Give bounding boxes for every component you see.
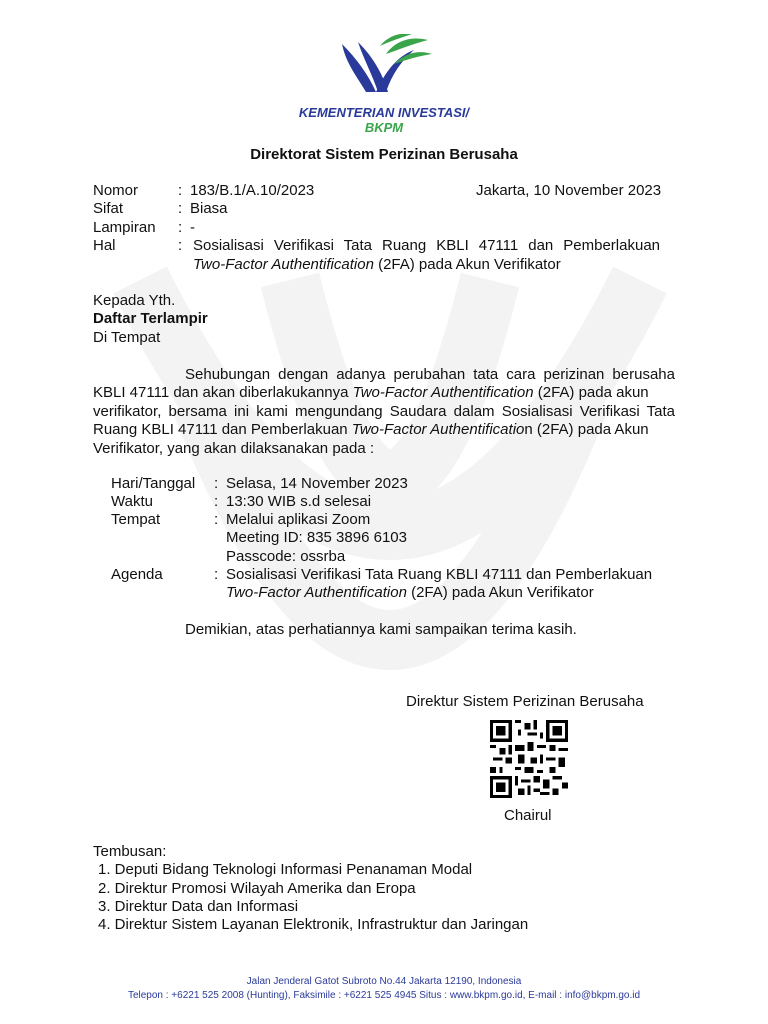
qr-code-icon — [489, 720, 569, 798]
agenda-text-italic: Two-Factor Authentification — [226, 584, 407, 601]
recipient-line2: Daftar Terlampir — [93, 310, 208, 327]
agenda-label: Agenda — [111, 566, 163, 583]
tembusan-item: 2. Direktur Promosi Wilayah Amerika dan Eropa — [98, 880, 416, 897]
footer-contact: Telepon : +6221 525 2008 (Hunting), Faksimile : +6221 525 4945 Situs : www.bkpm.go.id, E-mail : info@bkpm.go.id — [127, 990, 641, 1001]
footer-address: Jalan Jenderal Gatot Subroto No.44 Jakarta 12190, Indonesia — [246, 976, 522, 987]
tempat-label: Tempat — [111, 511, 161, 528]
org-name-line1: KEMENTERIAN INVESTASI/ — [298, 105, 470, 120]
signature-title: Direktur Sistem Perizinan Berusaha — [406, 693, 644, 710]
agenda-line2 — [226, 584, 594, 603]
tempat-value: Melalui aplikasi Zoom — [226, 511, 371, 528]
hal-line2 — [193, 256, 561, 275]
colon: : — [214, 493, 219, 510]
hari-label: Hari/Tanggal — [111, 475, 196, 492]
nomor-label: Nomor — [93, 182, 139, 199]
body-line3: verifikator, bersama ini kami mengundang Saudara dalam Sosialisasi Verifikasi Tata — [93, 403, 675, 420]
waktu-value: 13:30 WIB s.d selesai — [226, 493, 372, 510]
signatory-name: Chairul — [504, 807, 552, 824]
tembusan-item: 3. Direktur Data dan Informasi — [98, 898, 299, 915]
lampiran-label: Lampiran — [93, 219, 156, 236]
org-name-line2: BKPM — [364, 120, 404, 135]
tembusan-item: 4. Direktur Sistem Layanan Elektronik, Infrastruktur dan Jaringan — [98, 916, 529, 933]
hal-line1: Sosialisasi Verifikasi Tata Ruang KBLI 47111 dan Pemberlakuan — [193, 237, 660, 254]
colon: : — [214, 475, 219, 492]
agenda-line1: Sosialisasi Verifikasi Tata Ruang KBLI 47111 dan Pemberlakuan — [226, 566, 653, 583]
agenda-text: (2FA) pada Akun Verifikator — [406, 584, 594, 601]
closing-text: Demikian, atas perhatiannya kami sampaikan terima kasih. — [185, 621, 577, 638]
body-line5: Verifikator, yang akan dilaksanakan pada : — [93, 440, 375, 457]
tembusan-label: Tembusan: — [93, 843, 167, 860]
body-text: KBLI 47111 dan akan diberlakukannya — [93, 384, 353, 401]
colon: : — [214, 511, 219, 528]
passcode: Passcode: ossrba — [226, 548, 346, 565]
bkpm-logo-icon — [336, 34, 432, 96]
body-text: (2FA) pada akun — [533, 384, 649, 401]
body-text: n (2FA) pada Akun — [524, 421, 649, 438]
colon: : — [178, 182, 183, 199]
body-text-italic: Two-Factor Authentificatio — [351, 421, 525, 438]
body-text-italic: Two-Factor Authentification — [352, 384, 534, 401]
hari-value: Selasa, 14 November 2023 — [226, 475, 408, 492]
colon: : — [214, 566, 219, 583]
tembusan-item: 1. Deputi Bidang Teknologi Informasi Penanaman Modal — [98, 861, 473, 878]
body-line1: Sehubungan dengan adanya perubahan tata cara perizinan berusaha — [185, 366, 675, 383]
sifat-value: Biasa — [190, 200, 228, 217]
colon: : — [178, 237, 183, 254]
hal-line2-rest: (2FA) pada Akun Verifikator — [373, 256, 561, 273]
colon: : — [178, 219, 183, 236]
recipient-line1: Kepada Yth. — [93, 292, 176, 309]
recipient-line3: Di Tempat — [93, 329, 161, 346]
colon: : — [178, 200, 183, 217]
body-text: Ruang KBLI 47111 dan Pemberlakuan — [93, 421, 352, 438]
hal-line2-italic: Two-Factor Authentification — [193, 256, 374, 273]
sifat-label: Sifat — [93, 200, 124, 217]
body-line2 — [93, 384, 649, 403]
place-date: Jakarta, 10 November 2023 — [476, 182, 662, 199]
nomor-value: 183/B.1/A.10/2023 — [190, 182, 315, 199]
body-line4 — [93, 421, 649, 440]
directorate-heading: Direktorat Sistem Perizinan Berusaha — [250, 146, 518, 163]
lampiran-value: - — [190, 219, 195, 236]
hal-label: Hal — [93, 237, 116, 254]
meeting-id: Meeting ID: 835 3896 6103 — [226, 529, 407, 546]
waktu-label: Waktu — [111, 493, 153, 510]
